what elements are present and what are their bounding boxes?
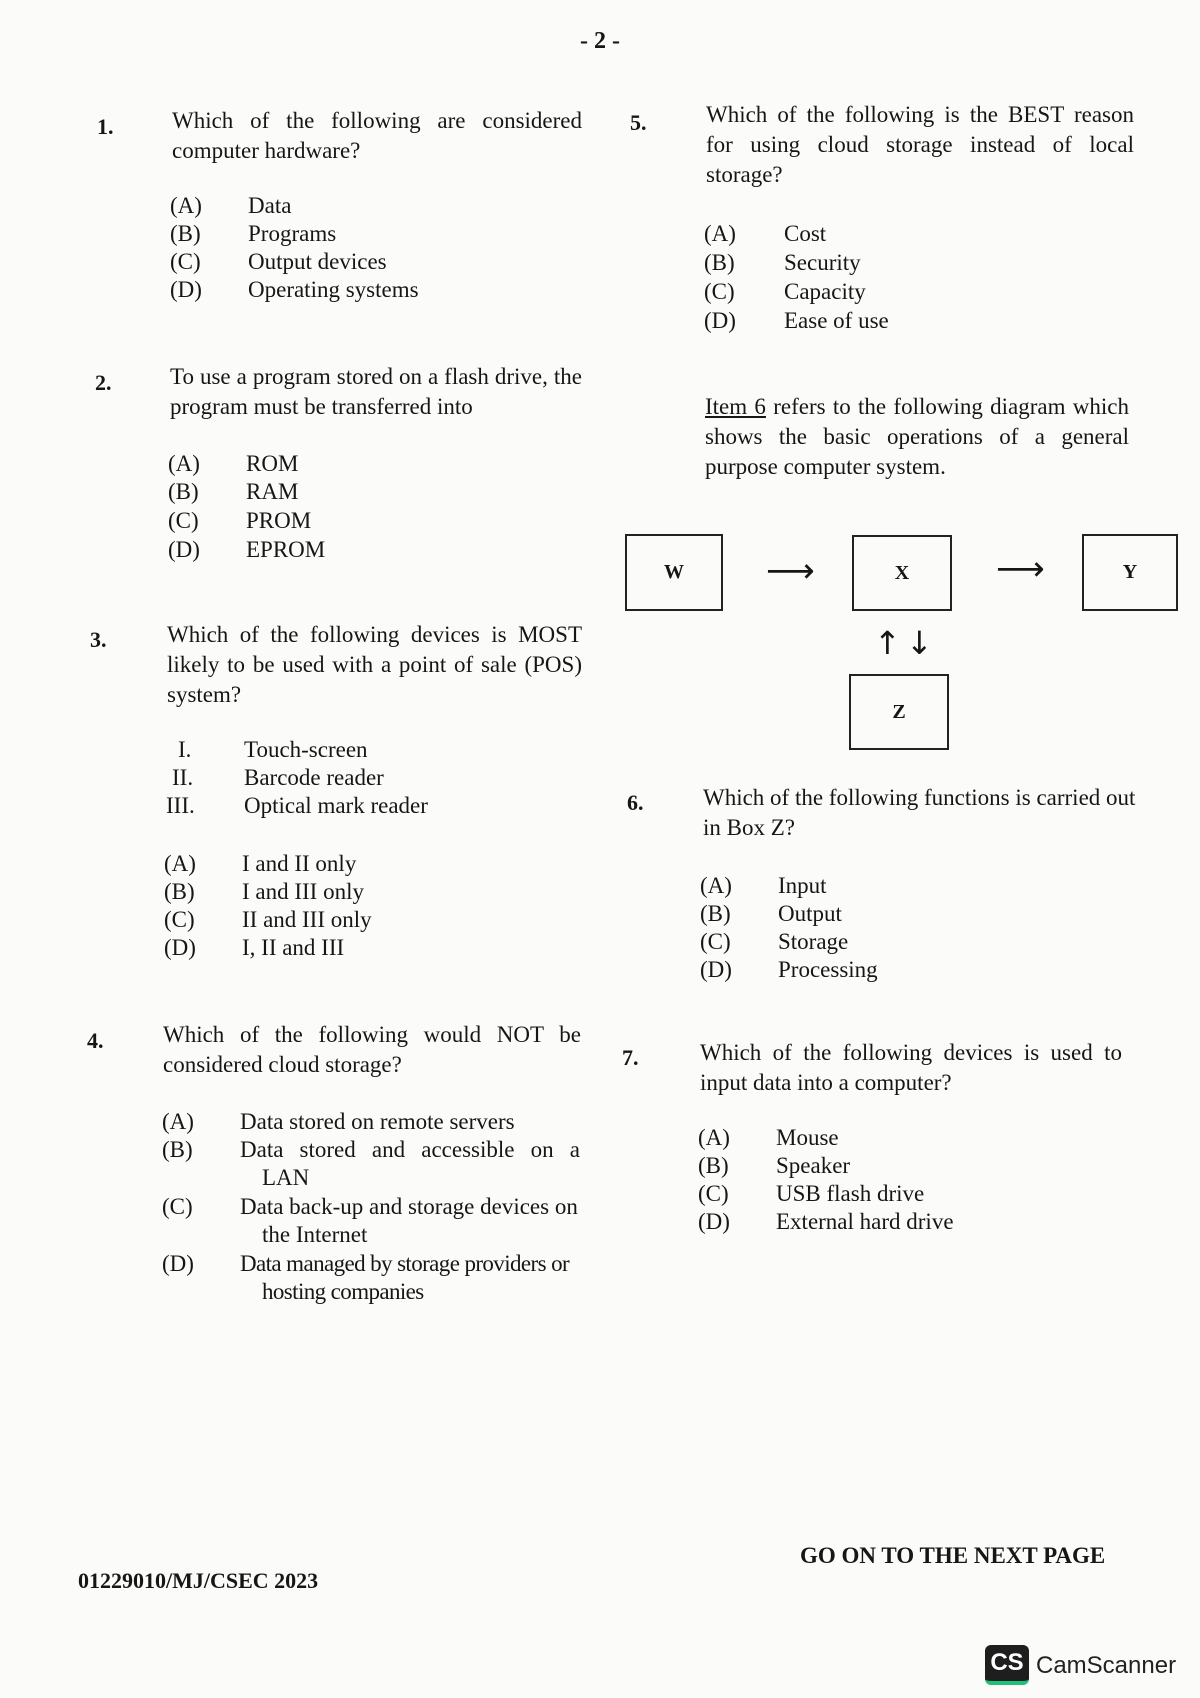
- option-label: (B): [168, 479, 199, 504]
- camscanner-name: CamScanner: [1036, 1652, 1177, 1679]
- page-number: - 2 -: [580, 28, 620, 54]
- option-label: (A): [162, 1109, 194, 1134]
- option-label: (A): [168, 451, 200, 476]
- option-text: External hard drive: [776, 1209, 954, 1234]
- option-text: I and III only: [242, 879, 364, 904]
- q7-stem: Which of the following devices is used to input data into a computer?: [700, 1040, 1122, 1095]
- box-z: Z: [849, 674, 949, 750]
- option-text: Data stored on remote servers: [240, 1109, 515, 1134]
- option-label: (C): [704, 279, 735, 304]
- arrow-right-icon: ⟶: [766, 551, 815, 591]
- option-text: Programs: [248, 221, 337, 246]
- q7-number: 7.: [622, 1045, 639, 1070]
- q5-number: 5.: [630, 110, 647, 135]
- option-text: USB flash drive: [776, 1181, 925, 1206]
- option-text: Output: [778, 901, 842, 926]
- option-text: Security: [784, 250, 861, 275]
- option-label: (A): [698, 1125, 730, 1150]
- statement-text: Touch-screen: [244, 737, 368, 762]
- option-label: (A): [700, 873, 732, 898]
- option-text: I, II and III: [242, 935, 345, 960]
- option-text: Data stored and accessible on a LAN: [240, 1137, 580, 1190]
- arrow-right-icon: ⟶: [996, 549, 1045, 589]
- box-x: X: [852, 535, 952, 611]
- option-label: (C): [168, 508, 199, 533]
- option-label: (D): [162, 1251, 194, 1276]
- option-label: (B): [170, 221, 201, 246]
- option-label: (C): [162, 1194, 193, 1219]
- statement-text: Optical mark reader: [244, 793, 428, 818]
- q3-stem: Which of the following devices is MOST likely to be used with a point of sale (POS) system?: [167, 622, 582, 707]
- option-label: (B): [698, 1153, 729, 1178]
- option-label: (A): [170, 193, 202, 218]
- option-label: (B): [704, 250, 735, 275]
- option-label: (D): [698, 1209, 730, 1234]
- option-text: Data managed by storage providers or hosting companies: [240, 1251, 570, 1304]
- q2-stem: To use a program stored on a flash drive, the program must be transferred into: [170, 364, 582, 419]
- box-y: Y: [1082, 534, 1178, 611]
- option-label: (C): [698, 1181, 729, 1206]
- go-on-to-next-page: GO ON TO THE NEXT PAGE: [800, 1543, 1106, 1568]
- option-label: (A): [164, 851, 196, 876]
- q4-number: 4.: [87, 1028, 104, 1053]
- item6-intro: [705, 392, 1129, 482]
- option-text: Input: [778, 873, 827, 898]
- statement-text: Barcode reader: [244, 765, 384, 790]
- q6-stem: Which of the following functions is carried out in Box Z?: [703, 785, 1136, 840]
- option-label: (D): [168, 537, 200, 562]
- q5-stem: Which of the following is the BEST reason for using cloud storage instead of local storage?: [706, 102, 1134, 187]
- box-w: W: [625, 534, 723, 611]
- item6-intro-text: refers to the following diagram which shows the basic operations of a general purpose computer system.: [705, 394, 1129, 479]
- roman-label: I.: [178, 737, 192, 762]
- option-label: (D): [704, 308, 736, 333]
- option-text: I and II only: [242, 851, 357, 876]
- option-text: ROM: [246, 451, 299, 476]
- roman-label: II.: [172, 765, 194, 790]
- option-label: (A): [704, 221, 736, 246]
- option-text: PROM: [246, 508, 312, 533]
- option-text: Cost: [784, 221, 827, 246]
- option-label: (B): [700, 901, 731, 926]
- q2-number: 2.: [95, 370, 112, 395]
- item6-ref: Item 6: [705, 394, 766, 419]
- option-text: EPROM: [246, 537, 326, 562]
- option-label: (C): [164, 907, 195, 932]
- option-label: (B): [162, 1137, 193, 1162]
- roman-label: III.: [166, 793, 195, 818]
- q4-stem: Which of the following would NOT be considered cloud storage?: [163, 1022, 581, 1077]
- option-label: (D): [170, 277, 202, 302]
- option-label: (D): [700, 957, 732, 982]
- option-text: II and III only: [242, 907, 372, 932]
- option-text: Output devices: [248, 249, 387, 274]
- q1-stem: Which of the following are considered computer hardware?: [172, 108, 582, 163]
- option-text: Operating systems: [248, 277, 419, 302]
- q6-number: 6.: [627, 790, 644, 815]
- option-text: Processing: [778, 957, 878, 982]
- option-text: Storage: [778, 929, 849, 954]
- option-text: Data: [248, 193, 292, 218]
- option-text: RAM: [246, 479, 299, 504]
- option-label: (C): [700, 929, 731, 954]
- camscanner-logo-icon: CS: [985, 1645, 1029, 1685]
- option-label: (D): [164, 935, 196, 960]
- arrow-down-icon: ↓: [906, 624, 933, 662]
- option-text: Capacity: [784, 279, 866, 304]
- option-text: Mouse: [776, 1125, 839, 1150]
- q3-number: 3.: [90, 627, 107, 652]
- option-label: (C): [170, 249, 201, 274]
- arrow-up-icon: ↑: [874, 624, 901, 662]
- option-text: Speaker: [776, 1153, 851, 1178]
- exam-code: 01229010/MJ/CSEC 2023: [78, 1568, 319, 1593]
- option-label: (B): [164, 879, 195, 904]
- option-text: Ease of use: [784, 308, 889, 333]
- q1-number: 1.: [97, 114, 114, 139]
- option-text: Data back-up and storage devices on the Internet: [240, 1194, 578, 1247]
